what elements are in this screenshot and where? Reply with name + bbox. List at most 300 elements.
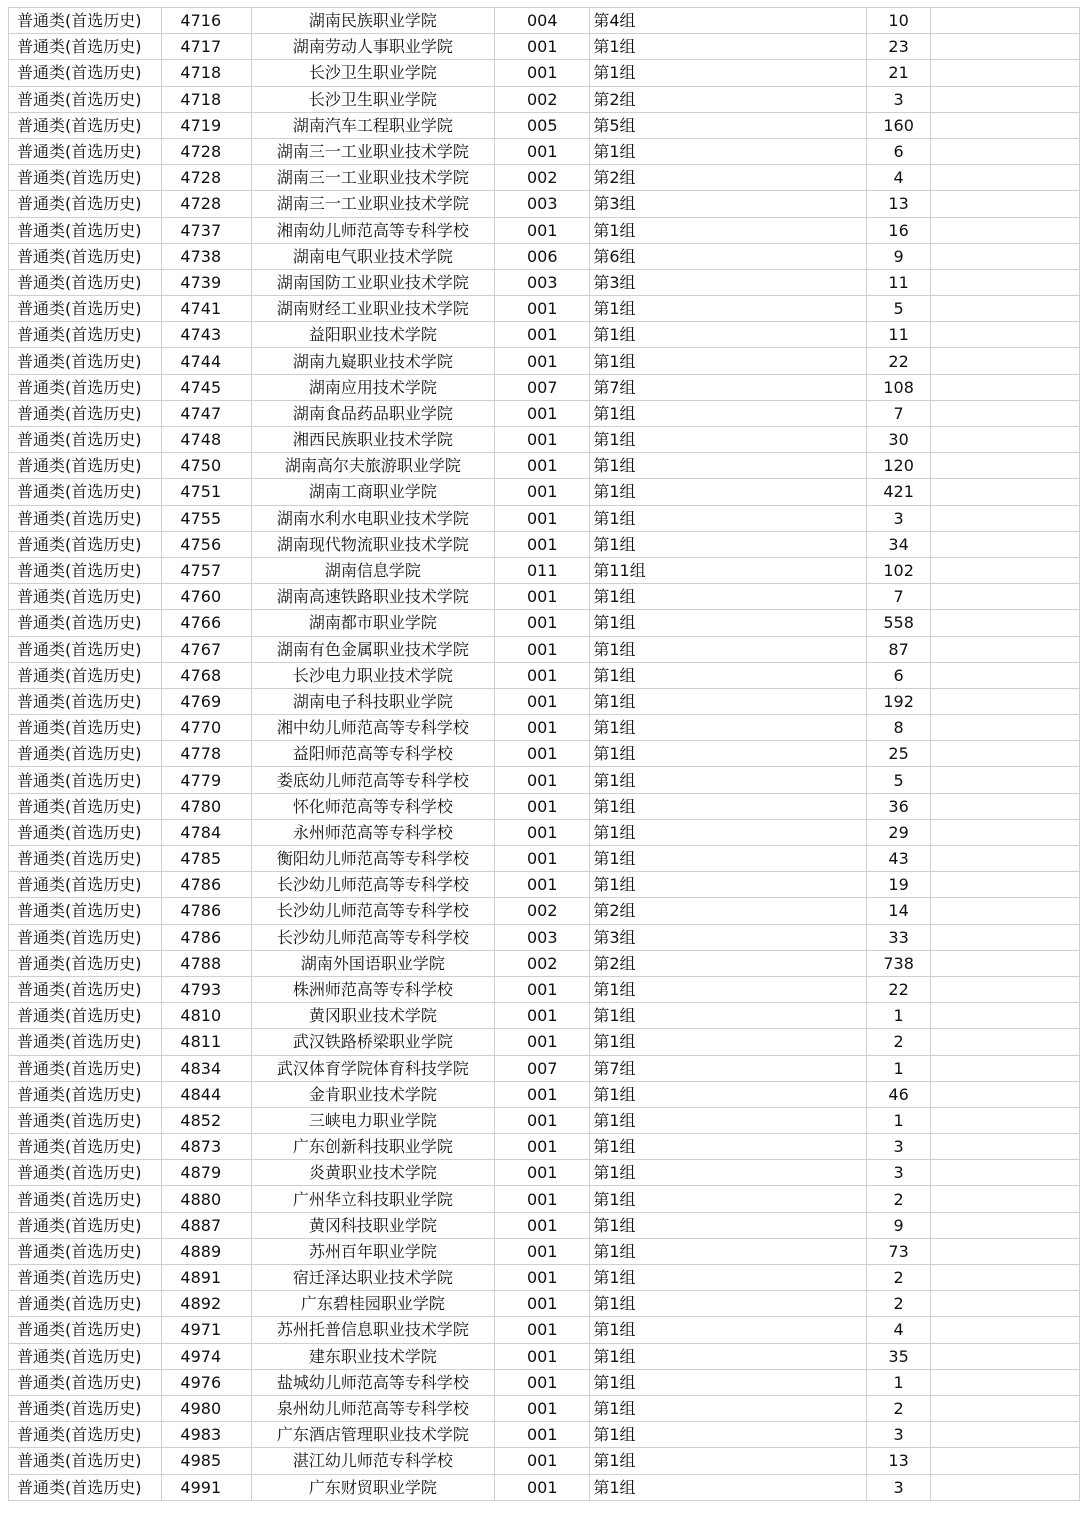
category-cell: 普通类(首选历史) (9, 296, 162, 322)
category-cell: 普通类(首选历史) (9, 610, 162, 636)
group-code-cell: 007 (495, 374, 590, 400)
empty-cell (931, 793, 1080, 819)
table-row (9, 688, 1080, 714)
plan-count-cell: 6 (867, 138, 931, 164)
group-name-cell: 第2组 (590, 898, 867, 924)
group-code-cell: 001 (495, 479, 590, 505)
school-code-cell: 4793 (162, 976, 251, 1002)
plan-count-cell: 11 (867, 322, 931, 348)
group-code-cell: 001 (495, 1265, 590, 1291)
plan-count-cell: 1 (867, 1369, 931, 1395)
table-row (9, 165, 1080, 191)
table-row (9, 453, 1080, 479)
table-row (9, 1160, 1080, 1186)
category-cell: 普通类(首选历史) (9, 138, 162, 164)
group-code-cell: 001 (495, 1029, 590, 1055)
table-row (9, 1265, 1080, 1291)
group-code-cell: 001 (495, 1369, 590, 1395)
category-cell: 普通类(首选历史) (9, 584, 162, 610)
plan-count-cell: 22 (867, 348, 931, 374)
table-row (9, 741, 1080, 767)
school-code-cell: 4760 (162, 584, 251, 610)
group-code-cell: 003 (495, 269, 590, 295)
school-name-cell: 盐城幼儿师范高等专科学校 (251, 1369, 495, 1395)
category-cell: 普通类(首选历史) (9, 557, 162, 583)
empty-cell (931, 741, 1080, 767)
table-row (9, 662, 1080, 688)
empty-cell (931, 610, 1080, 636)
plan-count-cell: 160 (867, 112, 931, 138)
plan-count-cell: 8 (867, 715, 931, 741)
school-code-cell: 4780 (162, 793, 251, 819)
group-code-cell: 001 (495, 1291, 590, 1317)
plan-count-cell: 33 (867, 924, 931, 950)
table-body (9, 8, 1080, 1501)
empty-cell (931, 400, 1080, 426)
school-name-cell: 泉州幼儿师范高等专科学校 (251, 1395, 495, 1421)
plan-count-cell: 2 (867, 1186, 931, 1212)
category-cell: 普通类(首选历史) (9, 1212, 162, 1238)
school-name-cell: 湖南电气职业技术学院 (251, 243, 495, 269)
school-code-cell: 4751 (162, 479, 251, 505)
plan-count-cell: 22 (867, 976, 931, 1002)
category-cell: 普通类(首选历史) (9, 1448, 162, 1474)
group-name-cell: 第1组 (590, 1160, 867, 1186)
school-code-cell: 4747 (162, 400, 251, 426)
group-code-cell: 001 (495, 1317, 590, 1343)
group-name-cell: 第1组 (590, 348, 867, 374)
empty-cell (931, 138, 1080, 164)
group-code-cell: 011 (495, 557, 590, 583)
table-row (9, 322, 1080, 348)
group-code-cell: 005 (495, 112, 590, 138)
school-code-cell: 4719 (162, 112, 251, 138)
school-name-cell: 宿迁泽达职业技术学院 (251, 1265, 495, 1291)
empty-cell (931, 1055, 1080, 1081)
school-code-cell: 4766 (162, 610, 251, 636)
plan-count-cell: 14 (867, 898, 931, 924)
group-name-cell: 第1组 (590, 793, 867, 819)
plan-count-cell: 5 (867, 296, 931, 322)
plan-count-cell: 9 (867, 243, 931, 269)
school-code-cell: 4891 (162, 1265, 251, 1291)
group-code-cell: 001 (495, 348, 590, 374)
table-row (9, 1448, 1080, 1474)
plan-count-cell: 3 (867, 1160, 931, 1186)
school-code-cell: 4750 (162, 453, 251, 479)
empty-cell (931, 636, 1080, 662)
group-name-cell: 第1组 (590, 1369, 867, 1395)
school-name-cell: 衡阳幼儿师范高等专科学校 (251, 846, 495, 872)
school-name-cell: 湖南九嶷职业技术学院 (251, 348, 495, 374)
school-name-cell: 广东酒店管理职业技术学院 (251, 1422, 495, 1448)
empty-cell (931, 846, 1080, 872)
plan-count-cell: 11 (867, 269, 931, 295)
category-cell: 普通类(首选历史) (9, 872, 162, 898)
category-cell: 普通类(首选历史) (9, 793, 162, 819)
group-name-cell: 第1组 (590, 767, 867, 793)
school-name-cell: 湖南民族职业学院 (251, 8, 495, 34)
category-cell: 普通类(首选历史) (9, 1134, 162, 1160)
plan-count-cell: 9 (867, 1212, 931, 1238)
table-row (9, 34, 1080, 60)
plan-count-cell: 23 (867, 34, 931, 60)
category-cell: 普通类(首选历史) (9, 1160, 162, 1186)
group-code-cell: 001 (495, 34, 590, 60)
school-name-cell: 湖南水利水电职业技术学院 (251, 505, 495, 531)
empty-cell (931, 1029, 1080, 1055)
category-cell: 普通类(首选历史) (9, 688, 162, 714)
category-cell: 普通类(首选历史) (9, 60, 162, 86)
plan-count-cell: 43 (867, 846, 931, 872)
empty-cell (931, 374, 1080, 400)
category-cell: 普通类(首选历史) (9, 1238, 162, 1264)
group-name-cell: 第1组 (590, 1003, 867, 1029)
empty-cell (931, 86, 1080, 112)
group-name-cell: 第1组 (590, 1238, 867, 1264)
table-row (9, 767, 1080, 793)
table-row (9, 793, 1080, 819)
group-code-cell: 002 (495, 898, 590, 924)
empty-cell (931, 819, 1080, 845)
plan-count-cell: 16 (867, 217, 931, 243)
table-row (9, 112, 1080, 138)
empty-cell (931, 1238, 1080, 1264)
plan-count-cell: 5 (867, 767, 931, 793)
group-code-cell: 001 (495, 1238, 590, 1264)
category-cell: 普通类(首选历史) (9, 191, 162, 217)
school-code-cell: 4980 (162, 1395, 251, 1421)
category-cell: 普通类(首选历史) (9, 741, 162, 767)
table-row (9, 846, 1080, 872)
school-name-cell: 金肯职业技术学院 (251, 1081, 495, 1107)
table-row (9, 1081, 1080, 1107)
group-name-cell: 第1组 (590, 217, 867, 243)
group-name-cell: 第1组 (590, 1265, 867, 1291)
table-row (9, 1317, 1080, 1343)
plan-count-cell: 21 (867, 60, 931, 86)
table-row (9, 217, 1080, 243)
empty-cell (931, 1265, 1080, 1291)
school-name-cell: 黄冈职业技术学院 (251, 1003, 495, 1029)
school-code-cell: 4811 (162, 1029, 251, 1055)
category-cell: 普通类(首选历史) (9, 1395, 162, 1421)
empty-cell (931, 348, 1080, 374)
school-name-cell: 广东创新科技职业学院 (251, 1134, 495, 1160)
group-name-cell: 第7组 (590, 1055, 867, 1081)
plan-count-cell: 25 (867, 741, 931, 767)
empty-cell (931, 60, 1080, 86)
group-code-cell: 003 (495, 191, 590, 217)
group-code-cell: 001 (495, 138, 590, 164)
empty-cell (931, 1448, 1080, 1474)
school-name-cell: 湖南应用技术学院 (251, 374, 495, 400)
group-code-cell: 002 (495, 950, 590, 976)
group-name-cell: 第1组 (590, 453, 867, 479)
school-name-cell: 武汉体育学院体育科技学院 (251, 1055, 495, 1081)
category-cell: 普通类(首选历史) (9, 86, 162, 112)
school-code-cell: 4716 (162, 8, 251, 34)
table-row (9, 715, 1080, 741)
table-row (9, 819, 1080, 845)
group-name-cell: 第1组 (590, 846, 867, 872)
school-name-cell: 长沙卫生职业学院 (251, 60, 495, 86)
plan-count-cell: 13 (867, 191, 931, 217)
group-code-cell: 001 (495, 610, 590, 636)
table-row (9, 1474, 1080, 1500)
table-row (9, 1186, 1080, 1212)
group-code-cell: 001 (495, 296, 590, 322)
plan-count-cell: 738 (867, 950, 931, 976)
group-name-cell: 第1组 (590, 505, 867, 531)
group-code-cell: 001 (495, 636, 590, 662)
group-code-cell: 001 (495, 217, 590, 243)
group-name-cell: 第1组 (590, 1343, 867, 1369)
school-code-cell: 4748 (162, 427, 251, 453)
group-name-cell: 第1组 (590, 1029, 867, 1055)
empty-cell (931, 505, 1080, 531)
empty-cell (931, 1395, 1080, 1421)
plan-count-cell: 34 (867, 531, 931, 557)
empty-cell (931, 1212, 1080, 1238)
empty-cell (931, 243, 1080, 269)
school-name-cell: 三峡电力职业学院 (251, 1107, 495, 1133)
group-code-cell: 002 (495, 165, 590, 191)
table-row (9, 872, 1080, 898)
school-code-cell: 4784 (162, 819, 251, 845)
group-code-cell: 001 (495, 1212, 590, 1238)
category-cell: 普通类(首选历史) (9, 8, 162, 34)
plan-count-cell: 1 (867, 1003, 931, 1029)
empty-cell (931, 715, 1080, 741)
category-cell: 普通类(首选历史) (9, 1343, 162, 1369)
group-code-cell: 001 (495, 1160, 590, 1186)
empty-cell (931, 322, 1080, 348)
school-code-cell: 4991 (162, 1474, 251, 1500)
plan-count-cell: 4 (867, 1317, 931, 1343)
group-name-cell: 第1组 (590, 819, 867, 845)
group-name-cell: 第5组 (590, 112, 867, 138)
table-row (9, 505, 1080, 531)
group-code-cell: 001 (495, 1134, 590, 1160)
group-name-cell: 第1组 (590, 1212, 867, 1238)
school-name-cell: 湘中幼儿师范高等专科学校 (251, 715, 495, 741)
school-name-cell: 湖南外国语职业学院 (251, 950, 495, 976)
category-cell: 普通类(首选历史) (9, 427, 162, 453)
plan-count-cell: 2 (867, 1265, 931, 1291)
table-row (9, 1055, 1080, 1081)
group-name-cell: 第1组 (590, 427, 867, 453)
group-code-cell: 001 (495, 322, 590, 348)
school-code-cell: 4786 (162, 872, 251, 898)
school-name-cell: 长沙幼儿师范高等专科学校 (251, 924, 495, 950)
school-name-cell: 广东碧桂园职业学院 (251, 1291, 495, 1317)
school-name-cell: 长沙电力职业技术学院 (251, 662, 495, 688)
group-code-cell: 001 (495, 60, 590, 86)
empty-cell (931, 269, 1080, 295)
empty-cell (931, 531, 1080, 557)
category-cell: 普通类(首选历史) (9, 1369, 162, 1395)
school-code-cell: 4834 (162, 1055, 251, 1081)
admission-plan-table (8, 7, 1080, 1501)
table-row (9, 1343, 1080, 1369)
category-cell: 普通类(首选历史) (9, 898, 162, 924)
plan-count-cell: 3 (867, 1474, 931, 1500)
category-cell: 普通类(首选历史) (9, 479, 162, 505)
group-name-cell: 第1组 (590, 976, 867, 1002)
group-name-cell: 第1组 (590, 34, 867, 60)
group-code-cell: 001 (495, 427, 590, 453)
school-name-cell: 炎黄职业技术学院 (251, 1160, 495, 1186)
school-name-cell: 湖南电子科技职业学院 (251, 688, 495, 714)
group-name-cell: 第2组 (590, 86, 867, 112)
empty-cell (931, 898, 1080, 924)
category-cell: 普通类(首选历史) (9, 374, 162, 400)
school-code-cell: 4985 (162, 1448, 251, 1474)
empty-cell (931, 1343, 1080, 1369)
school-code-cell: 4741 (162, 296, 251, 322)
school-code-cell: 4778 (162, 741, 251, 767)
category-cell: 普通类(首选历史) (9, 531, 162, 557)
school-code-cell: 4889 (162, 1238, 251, 1264)
category-cell: 普通类(首选历史) (9, 217, 162, 243)
table-row (9, 400, 1080, 426)
school-code-cell: 4728 (162, 138, 251, 164)
empty-cell (931, 479, 1080, 505)
empty-cell (931, 1081, 1080, 1107)
empty-cell (931, 557, 1080, 583)
empty-cell (931, 1134, 1080, 1160)
table-row (9, 1422, 1080, 1448)
plan-count-cell: 10 (867, 8, 931, 34)
empty-cell (931, 296, 1080, 322)
category-cell: 普通类(首选历史) (9, 1291, 162, 1317)
table-row (9, 296, 1080, 322)
group-name-cell: 第2组 (590, 165, 867, 191)
plan-count-cell: 29 (867, 819, 931, 845)
school-code-cell: 4718 (162, 86, 251, 112)
plan-count-cell: 2 (867, 1395, 931, 1421)
category-cell: 普通类(首选历史) (9, 453, 162, 479)
category-cell: 普通类(首选历史) (9, 924, 162, 950)
table-row (9, 60, 1080, 86)
table-row (9, 898, 1080, 924)
table-row (9, 1003, 1080, 1029)
school-name-cell: 湘西民族职业技术学院 (251, 427, 495, 453)
empty-cell (931, 1107, 1080, 1133)
group-name-cell: 第1组 (590, 138, 867, 164)
group-name-cell: 第7组 (590, 374, 867, 400)
category-cell: 普通类(首选历史) (9, 34, 162, 60)
plan-count-cell: 120 (867, 453, 931, 479)
group-code-cell: 001 (495, 819, 590, 845)
group-code-cell: 001 (495, 741, 590, 767)
group-code-cell: 001 (495, 662, 590, 688)
group-code-cell: 001 (495, 1395, 590, 1421)
table-row (9, 1238, 1080, 1264)
school-code-cell: 4755 (162, 505, 251, 531)
school-name-cell: 湖南信息学院 (251, 557, 495, 583)
group-name-cell: 第1组 (590, 1134, 867, 1160)
group-code-cell: 001 (495, 1448, 590, 1474)
plan-count-cell: 36 (867, 793, 931, 819)
school-name-cell: 湖南有色金属职业技术学院 (251, 636, 495, 662)
group-code-cell: 001 (495, 453, 590, 479)
category-cell: 普通类(首选历史) (9, 1003, 162, 1029)
category-cell: 普通类(首选历史) (9, 1081, 162, 1107)
school-name-cell: 湛江幼儿师范专科学校 (251, 1448, 495, 1474)
school-code-cell: 4779 (162, 767, 251, 793)
school-code-cell: 4744 (162, 348, 251, 374)
category-cell: 普通类(首选历史) (9, 112, 162, 138)
school-name-cell: 湖南汽车工程职业学院 (251, 112, 495, 138)
plan-count-cell: 30 (867, 427, 931, 453)
table-row (9, 1029, 1080, 1055)
plan-count-cell: 13 (867, 1448, 931, 1474)
empty-cell (931, 1160, 1080, 1186)
school-code-cell: 4786 (162, 924, 251, 950)
category-cell: 普通类(首选历史) (9, 348, 162, 374)
plan-count-cell: 87 (867, 636, 931, 662)
school-code-cell: 4785 (162, 846, 251, 872)
school-code-cell: 4786 (162, 898, 251, 924)
group-name-cell: 第1组 (590, 636, 867, 662)
empty-cell (931, 1422, 1080, 1448)
school-code-cell: 4873 (162, 1134, 251, 1160)
group-name-cell: 第1组 (590, 60, 867, 86)
school-code-cell: 4810 (162, 1003, 251, 1029)
group-name-cell: 第1组 (590, 1081, 867, 1107)
plan-count-cell: 35 (867, 1343, 931, 1369)
table-row (9, 427, 1080, 453)
plan-count-cell: 3 (867, 1422, 931, 1448)
group-name-cell: 第2组 (590, 950, 867, 976)
school-code-cell: 4844 (162, 1081, 251, 1107)
school-name-cell: 湖南现代物流职业技术学院 (251, 531, 495, 557)
category-cell: 普通类(首选历史) (9, 1107, 162, 1133)
school-code-cell: 4768 (162, 662, 251, 688)
plan-count-cell: 108 (867, 374, 931, 400)
school-code-cell: 4745 (162, 374, 251, 400)
group-name-cell: 第1组 (590, 872, 867, 898)
school-code-cell: 4718 (162, 60, 251, 86)
school-code-cell: 4770 (162, 715, 251, 741)
plan-count-cell: 2 (867, 1029, 931, 1055)
school-name-cell: 湖南三一工业职业技术学院 (251, 191, 495, 217)
empty-cell (931, 165, 1080, 191)
table-row (9, 557, 1080, 583)
group-name-cell: 第1组 (590, 479, 867, 505)
category-cell: 普通类(首选历史) (9, 715, 162, 741)
group-name-cell: 第1组 (590, 1186, 867, 1212)
category-cell: 普通类(首选历史) (9, 505, 162, 531)
group-code-cell: 001 (495, 688, 590, 714)
table-row (9, 1212, 1080, 1238)
plan-count-cell: 1 (867, 1055, 931, 1081)
table-row (9, 531, 1080, 557)
category-cell: 普通类(首选历史) (9, 1055, 162, 1081)
school-name-cell: 长沙幼儿师范高等专科学校 (251, 898, 495, 924)
school-name-cell: 湖南三一工业职业技术学院 (251, 138, 495, 164)
group-name-cell: 第1组 (590, 400, 867, 426)
plan-count-cell: 6 (867, 662, 931, 688)
category-cell: 普通类(首选历史) (9, 1186, 162, 1212)
category-cell: 普通类(首选历史) (9, 819, 162, 845)
category-cell: 普通类(首选历史) (9, 269, 162, 295)
school-code-cell: 4738 (162, 243, 251, 269)
empty-cell (931, 1291, 1080, 1317)
empty-cell (931, 1186, 1080, 1212)
